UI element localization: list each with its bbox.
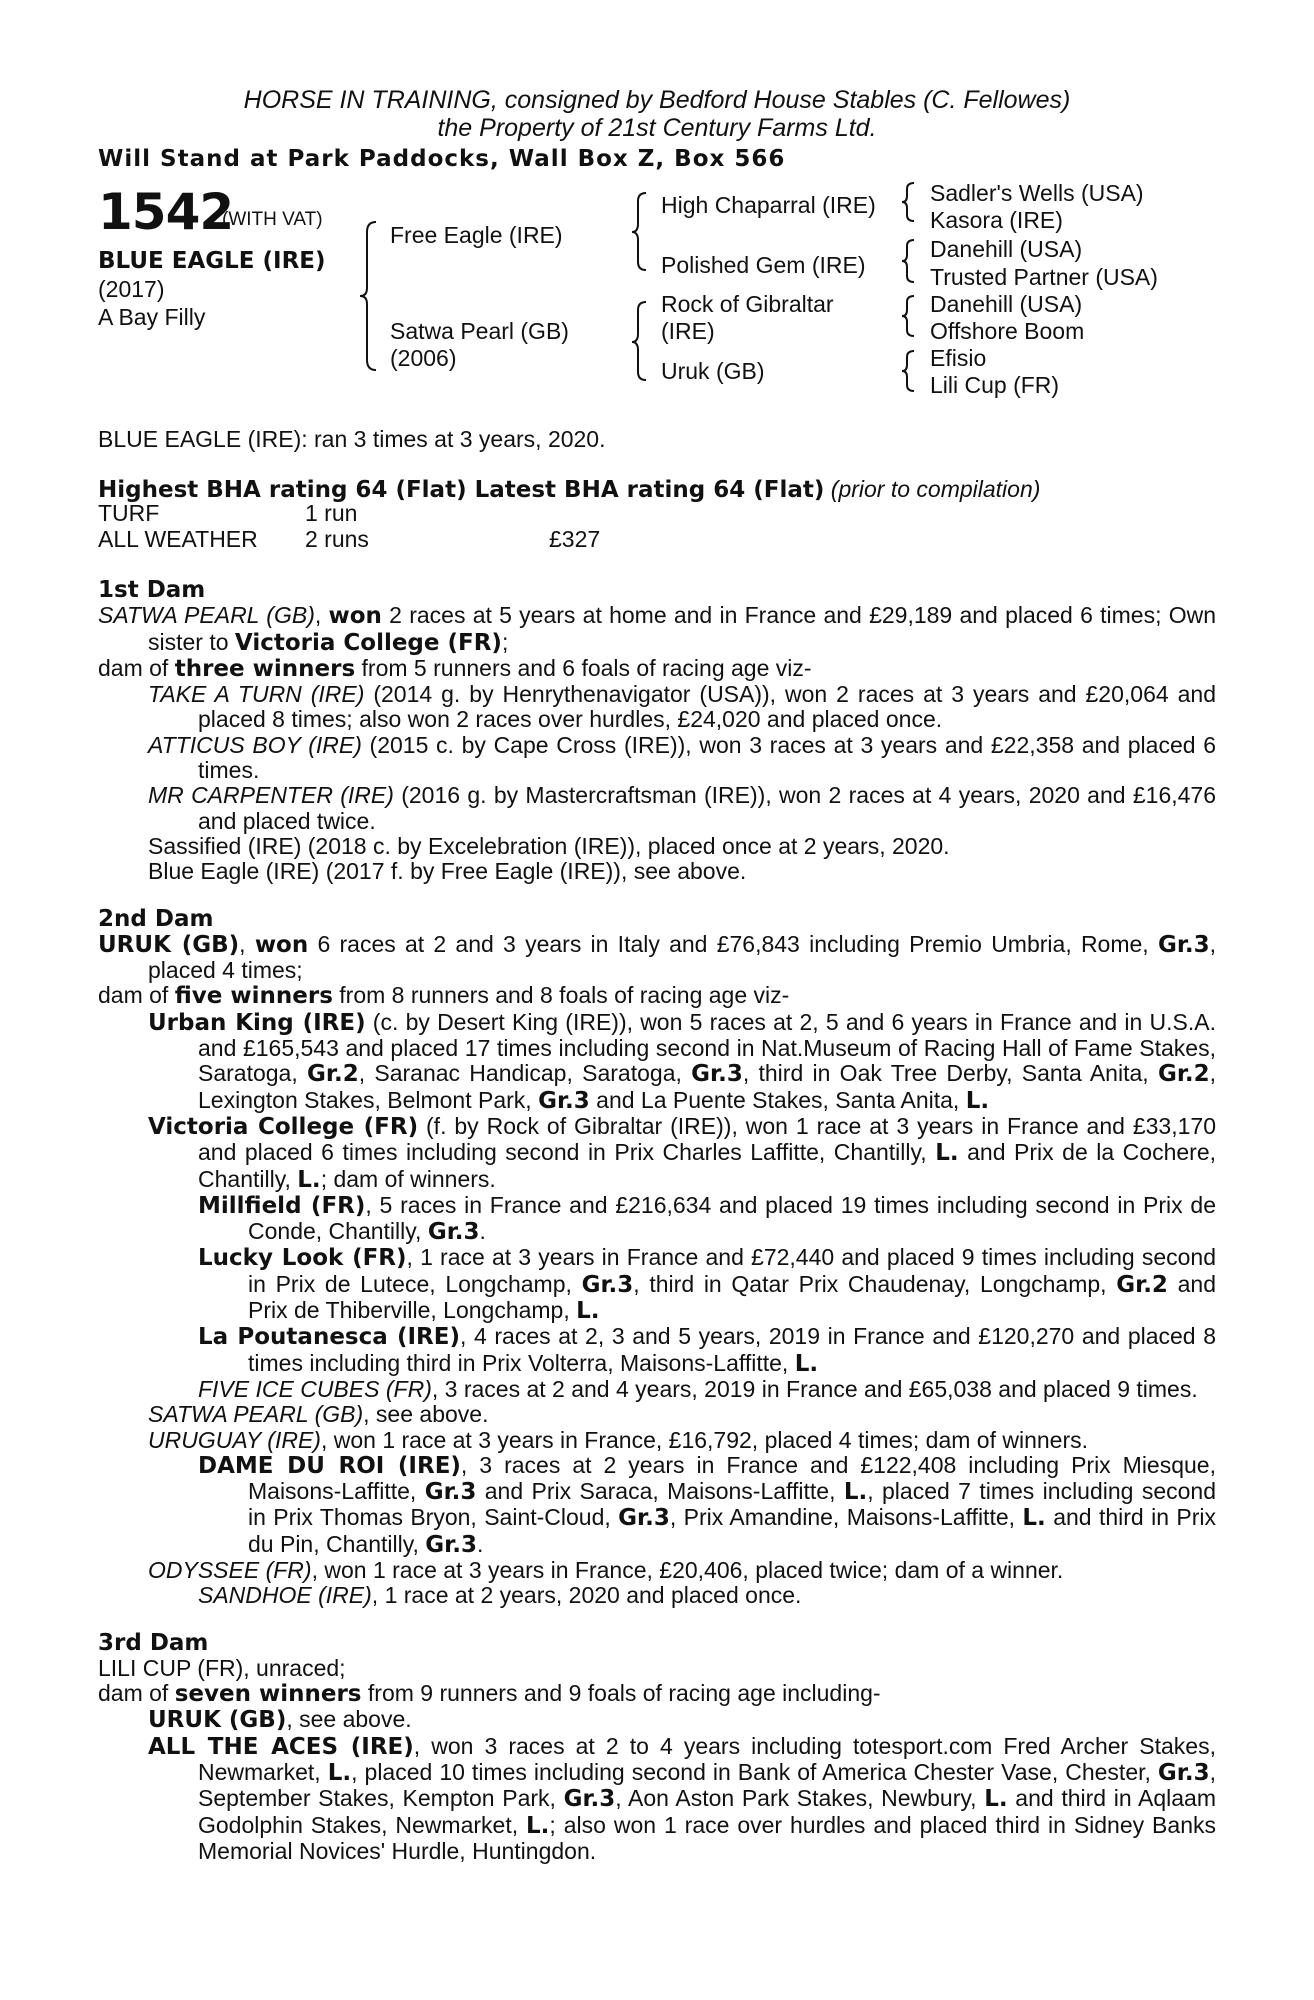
aw-prize: £327 xyxy=(549,526,601,552)
dam-sire-name-2: (IRE) xyxy=(661,318,715,344)
dam-bracket xyxy=(632,302,646,380)
sire-sire-name: High Chaparral (IRE) xyxy=(661,192,876,218)
produce-dame-du-roi: DAME DU ROI (IRE), 3 races at 2 years in France and £122,408 including Prix Miesque, Maisons-Laffitte, Gr.3 and Prix Saraca, Maisons-Laffitte, L., placed 7 times including second in Prix Thomas Bryon, Saint-Cloud, Gr.3, Prix Amandine, Maisons-Laffitte, L. and third in Prix du Pin, Chantilly, Gr.3. xyxy=(198,1451,1216,1558)
produce-uruk: URUK (GB), see above. xyxy=(148,1706,412,1734)
produce-odyssee: ODYSSEE (FR), won 1 race at 3 years in France, £20,406, placed twice; dam of a winner. xyxy=(148,1556,1064,1583)
produce-la-poutanesca: La Poutanesca (IRE), 4 races at 2, 3 and 5 years, 2019 in France and £120,270 and placed 8 times including third in Prix Volterra, Maisons-Laffitte, L. xyxy=(198,1323,1216,1377)
lot-number: 1542 xyxy=(98,183,234,241)
dsd-name: Offshore Boom xyxy=(930,318,1085,344)
produce-atticus-boy: ATTICUS BOY (IRE) (2015 c. by Cape Cross (IRE)), won 3 races at 3 years and £22,358 and placed 6 times. xyxy=(148,731,1217,784)
consignor-line: HORSE IN TRAINING, consigned by Bedford House Stables (C. Fellowes) xyxy=(243,86,1071,114)
produce-victoria-college: Victoria College (FR) (f. by Rock of Gibraltar (IRE)), won 1 race at 3 years in France and £33,170 and placed 6 times including second in Prix Charles Laffitte, Chantilly, L. and Prix de la Cochere, Chantilly, L.; dam of winners. xyxy=(148,1112,1217,1193)
sire-dam-name: Polished Gem (IRE) xyxy=(661,252,866,278)
rating-line xyxy=(98,476,1040,504)
dam-sire-name-1: Rock of Gibraltar xyxy=(661,291,834,317)
vat-note: (WITH VAT) xyxy=(222,209,323,230)
dds-name: Efisio xyxy=(930,345,987,371)
race-summary: BLUE EAGLE (IRE): ran 3 times at 3 years, 2020. xyxy=(98,426,606,452)
dam-name: Satwa Pearl (GB) xyxy=(390,318,569,344)
horse-description: A Bay Filly xyxy=(98,304,206,330)
dam-dam-name: Uruk (GB) xyxy=(661,358,765,384)
aw-label: ALL WEATHER xyxy=(98,526,258,552)
sire-name: Free Eagle (IRE) xyxy=(390,222,563,248)
sire-bracket xyxy=(632,193,646,270)
third-dam-produce: dam of seven winners from 9 runners and 9 foals of racing age including- xyxy=(98,1680,881,1708)
dss-name: Danehill (USA) xyxy=(930,291,1083,317)
produce-all-the-aces: ALL THE ACES (IRE), won 3 races at 2 to 4 years including totesport.com Fred Archer Stakes, Newmarket, L., placed 10 times including second in Bank of America Chester Vase, Chester, Gr.3, September Stakes, Kempton Park, Gr.3, Aon Aston Park Stakes, Newbury, L. and third in Aqlaam Godolphin Stakes, Newmarket, L.; also won 1 race over hurdles and placed third in Sidney Banks Memorial Novices' Hurdle, Huntingdon. xyxy=(148,1732,1216,1864)
sd-bracket xyxy=(902,240,914,282)
sds-name: Danehill (USA) xyxy=(930,236,1083,262)
rating-note: (prior to compilation) xyxy=(830,476,1041,502)
produce-uruguay: URUGUAY (IRE), won 1 race at 3 years in France, £16,792, placed 4 times; dam of winners. xyxy=(148,1426,1089,1453)
sdd-name: Trusted Partner (USA) xyxy=(930,264,1158,290)
produce-lucky-look: Lucky Look (FR), 1 race at 3 years in France and £72,440 and placed 9 times including second in Prix de Lutece, Longchamp, Gr.3, third in Qatar Prix Chaudenay, Longchamp, Gr.2 and Prix de Thiberville, Longchamp, L. xyxy=(198,1244,1217,1325)
foaling-year: (2017) xyxy=(98,276,165,302)
ds-bracket xyxy=(902,296,914,336)
ddd-name: Lili Cup (FR) xyxy=(930,372,1060,398)
pedigree-brackets xyxy=(0,0,1314,420)
turf-label: TURF xyxy=(98,500,160,526)
dd-bracket xyxy=(902,351,914,391)
first-dam-entry: SATWA PEARL (GB), won 2 races at 5 years at home and in France and £29,189 and placed 6 times; Own sister to Victoria College (FR); xyxy=(98,602,1216,656)
produce-sandhoe: SANDHOE (IRE), 1 race at 2 years, 2020 and placed once. xyxy=(198,1582,802,1609)
produce-millfield: Millfield (FR), 5 races in France and £216,634 and placed 19 times including second in Prix de Conde, Chantilly, Gr.3. xyxy=(198,1191,1216,1246)
dam-year: (2006) xyxy=(390,345,457,371)
turf-runs: 1 run xyxy=(305,500,358,526)
main-bracket xyxy=(360,222,376,370)
sss-name: Sadler's Wells (USA) xyxy=(930,180,1144,206)
first-dam-heading: 1st Dam xyxy=(98,577,206,603)
second-dam-produce: dam of five winners from 8 runners and 8 foals of racing age viz- xyxy=(98,982,790,1010)
rating-bold: Highest BHA rating 64 (Flat) Latest BHA rating 64 (Flat) xyxy=(98,477,825,503)
first-dam-produce: dam of three winners from 5 runners and 6 foals of racing age viz- xyxy=(98,654,812,682)
third-dam-heading: 3rd Dam xyxy=(98,1629,209,1656)
ssd-name: Kasora (IRE) xyxy=(930,207,1063,233)
produce-five-ice-cubes: FIVE ICE CUBES (FR), 3 races at 2 and 4 years, 2019 in France and £65,038 and placed 9 times. xyxy=(198,1375,1198,1402)
produce-urban-king: Urban King (IRE) (c. by Desert King (IRE)), won 5 races at 2, 5 and 6 years in France and in U.S.A. and £165,543 and placed 17 times including second in Nat.Museum of Racing Hall of Fame Stakes, Saratoga, Gr.2, Saranac Handicap, Saratoga, Gr.3, third in Oak Tree Derby, Santa Anita, Gr.2, Lexington Stakes, Belmont Park, Gr.3 and La Puente Stakes, Santa Anita, L. xyxy=(148,1008,1217,1114)
second-dam-heading: 2nd Dam xyxy=(98,905,214,932)
produce-blue-eagle: Blue Eagle (IRE) (2017 f. by Free Eagle (IRE)), see above. xyxy=(148,858,747,885)
produce-take-a-turn: TAKE A TURN (IRE) (2014 g. by Henrythenavigator (USA)), won 2 races at 3 years and £20,064 and placed 8 times; also won 2 races over hurdles, £24,020 and placed once. xyxy=(148,681,1216,733)
dam-sections xyxy=(98,578,1216,1864)
produce-satwa-pearl: SATWA PEARL (GB), see above. xyxy=(148,1401,489,1428)
horse-name: BLUE EAGLE (IRE) xyxy=(98,248,326,274)
ss-bracket xyxy=(902,183,914,221)
aw-runs: 2 runs xyxy=(305,526,369,552)
produce-sassified: Sassified (IRE) (2018 c. by Excelebration (IRE)), placed once at 2 years, 2020. xyxy=(148,832,950,859)
third-dam-entry: LILI CUP (FR), unraced; xyxy=(98,1654,346,1681)
owner-line: the Property of 21st Century Farms Ltd. xyxy=(437,114,877,142)
produce-mr-carpenter: MR CARPENTER (IRE) (2016 g. by Mastercraftsman (IRE)), won 2 races at 4 years, 2020 and £16,476 and placed twice. xyxy=(148,782,1217,834)
stabling-line: Will Stand at Park Paddocks, Wall Box Z, Box 566 xyxy=(98,146,786,172)
second-dam-entry: URUK (GB), won 6 races at 2 and 3 years in Italy and £76,843 including Premio Umbria, Rome, Gr.3, placed 4 times; xyxy=(98,930,1217,984)
